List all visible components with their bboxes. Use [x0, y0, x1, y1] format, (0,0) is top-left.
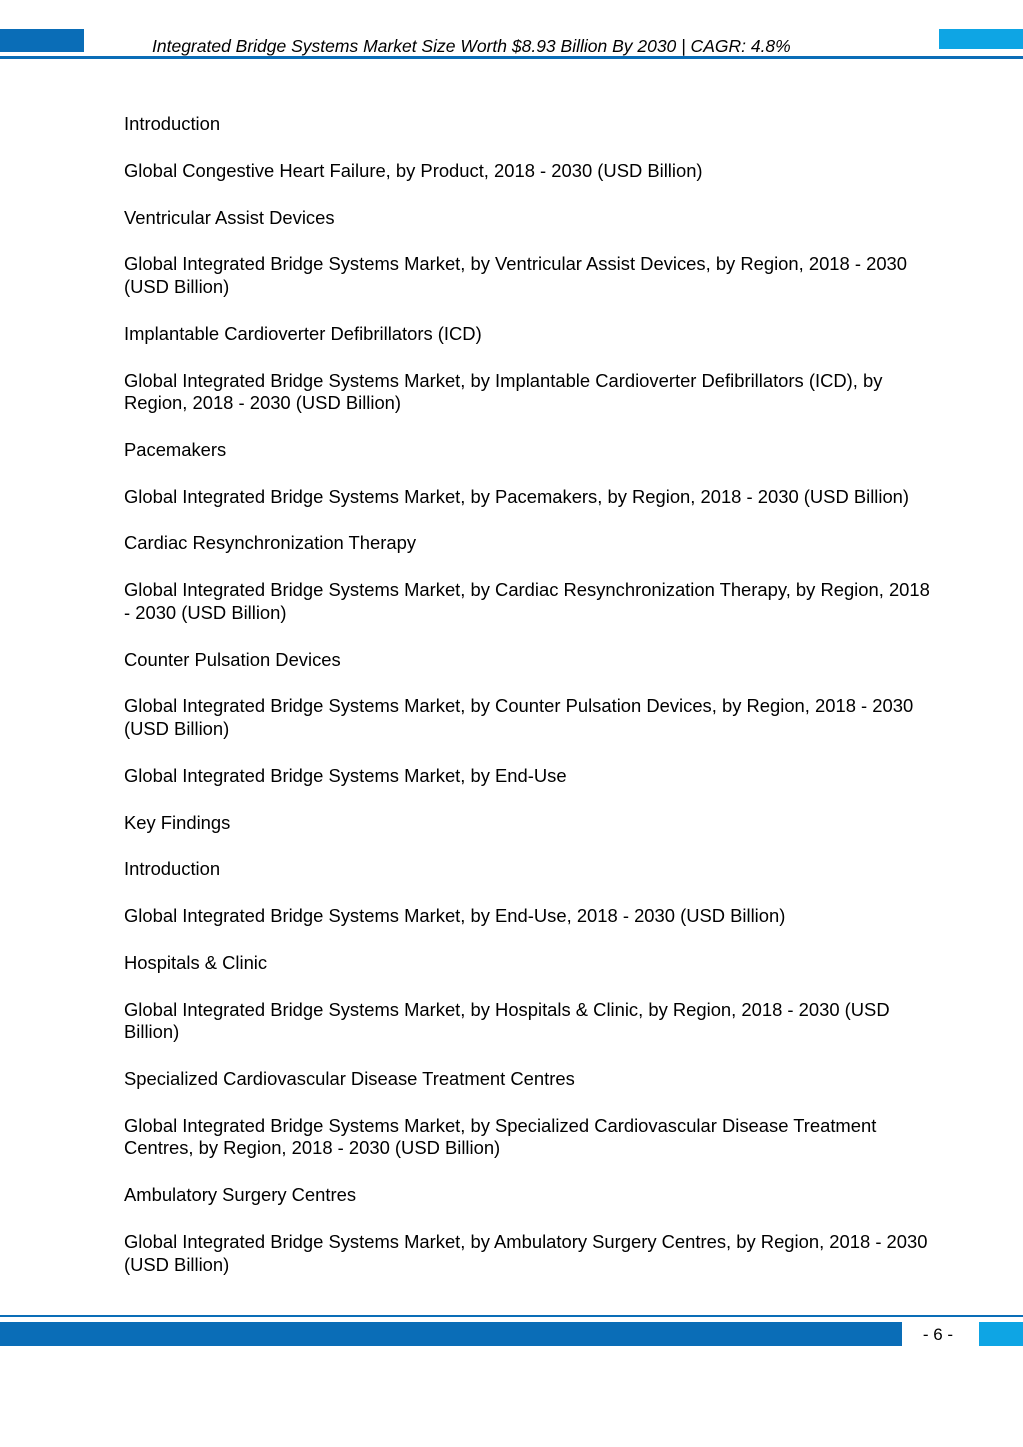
paragraph: Introduction: [124, 858, 221, 880]
paragraph: Ambulatory Surgery Centres: [124, 1184, 357, 1206]
paragraph: Global Integrated Bridge Systems Market, by Implantable Cardioverter Defibrillators (ICD), by Region, 2018 - 2030 (USD Billion): [124, 369, 883, 414]
paragraph: Specialized Cardiovascular Disease Treatment Centres: [124, 1068, 575, 1090]
paragraph: Global Integrated Bridge Systems Market, by Counter Pulsation Devices, by Region, 2018 - 2030 (USD Billion): [124, 695, 914, 739]
paragraph: Global Congestive Heart Failure, by Product, 2018 - 2030 (USD Billion): [124, 159, 703, 181]
paragraph: Global Integrated Bridge Systems Market, by End-Use: [124, 764, 567, 786]
paragraph: Global Integrated Bridge Systems Market, by Ventricular Assist Devices, by Region, 2018 - 2030 (USD Billion): [124, 253, 908, 297]
header-accent-right: [939, 29, 1023, 49]
paragraph: Counter Pulsation Devices: [124, 648, 341, 670]
paragraph: Global Integrated Bridge Systems Market, by Specialized Cardiovascular Disease Treatment Centres, by Region, 2018 - 2030 (USD Billion): [124, 1114, 877, 1159]
paragraph: Implantable Cardioverter Defibrillators (ICD): [124, 322, 482, 344]
paragraph: Pacemakers: [124, 438, 227, 460]
footer-bar: [0, 1322, 902, 1346]
paragraph: Ventricular Assist Devices: [124, 206, 335, 228]
page-number: - 6 -: [922, 1325, 954, 1344]
paragraph: Global Integrated Bridge Systems Market, by End-Use, 2018 - 2030 (USD Billion): [124, 905, 786, 927]
document-body: [124, 113, 934, 1300]
paragraph: Global Integrated Bridge Systems Market, by Cardiac Resynchronization Therapy, by Region, 2018 - 2030 (USD Billion): [124, 579, 930, 623]
paragraph: Hospitals & Clinic: [124, 951, 268, 973]
header-title: Integrated Bridge Systems Market Size Worth $8.93 Billion By 2030 | CAGR: 4.8%: [152, 36, 791, 56]
header-rule: [0, 56, 1023, 59]
paragraph: Global Integrated Bridge Systems Market, by Hospitals & Clinic, by Region, 2018 - 2030 (USD Billion): [124, 998, 890, 1043]
footer-accent-right: [979, 1322, 1023, 1346]
header-accent-left: [0, 29, 84, 52]
paragraph: Cardiac Resynchronization Therapy: [124, 532, 417, 554]
paragraph: Global Integrated Bridge Systems Market, by Pacemakers, by Region, 2018 - 2030 (USD Billion): [124, 485, 910, 507]
paragraph: Key Findings: [124, 811, 231, 833]
footer-rule: [0, 1315, 1023, 1317]
paragraph: Global Integrated Bridge Systems Market, by Ambulatory Surgery Centres, by Region, 2018 - 2030 (USD Billion): [124, 1230, 928, 1275]
paragraph: Introduction: [124, 113, 221, 134]
